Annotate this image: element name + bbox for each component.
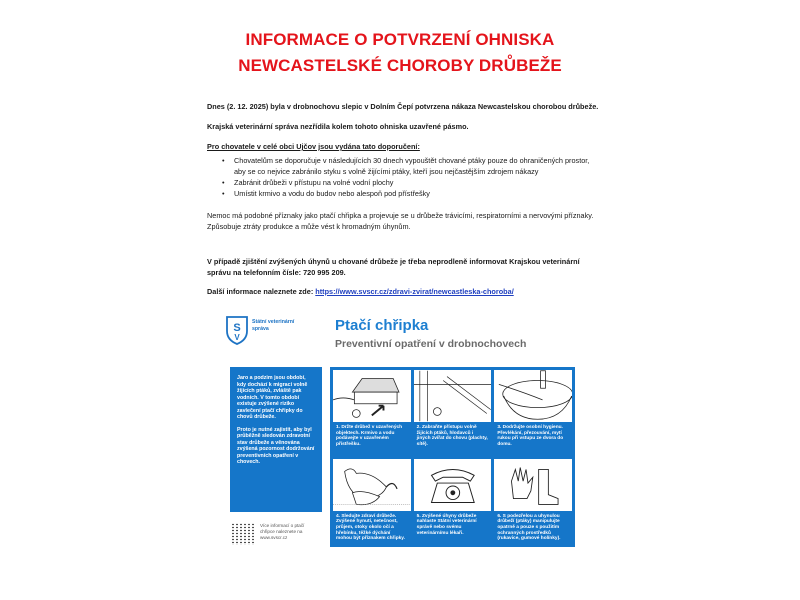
more-info-label: Další informace naleznete zde: xyxy=(207,287,316,296)
measure-caption: 2. Zabraňte přístupu volně žijících ptáků, hlodavců i jiných zvířat do chovu (plachty, sítě). xyxy=(416,425,488,448)
hand-washing-icon xyxy=(494,370,572,422)
sick-chickens-icon xyxy=(333,459,411,511)
bird-flu-poster xyxy=(215,305,585,555)
measure-cell xyxy=(494,459,572,545)
svs-logo xyxy=(225,315,295,345)
measure-caption: 5. Zvýšené úhyny drůbeže nahlaste Státní veterinární správě nebo svému veterinárnímu lékaři. xyxy=(416,513,477,536)
sidebox-text: Jaro a podzim jsou období, kdy dochází k migraci volně žijících ptáků, zvláště pak vodních. V tomto období existuje zvýšené riziko zavlečení ptačí chřipky do chovů drůbeže. xyxy=(237,375,308,420)
poster-subtitle: Preventivní opatření v drobnochovech xyxy=(335,338,527,350)
svg-text:S: S xyxy=(233,322,241,334)
poster-title: Ptačí chřipka xyxy=(335,317,429,334)
measure-caption: 6. S podezřelou a uhynulou drůbeží (ptáky) manipulujte opatrně a pouze s použitím ochranných prostředků (rukavice, gumové holínky). xyxy=(497,513,561,542)
recommendation-item: • Zabránit drůbeži v přístupu na volné vodní plochy xyxy=(222,177,602,188)
sidebox-text: Proto je nutné zajistit, aby byl průběžně sledován zdravotní stav drůbeže a věnována zvýšená pozornost dodržování preventivních opatření v chovech. xyxy=(237,426,315,465)
measure-cell xyxy=(333,370,411,456)
fence-chicken-icon xyxy=(414,370,492,422)
measure-caption: 1. Držte drůbež v uzavřených objektech. Krmivo a vodu podávejte v uzavřeném přístřešku. xyxy=(336,425,403,448)
zone-paragraph: Krajská veterinární správa nezřídila kolem tohoto ohniska uzavřené pásmo. xyxy=(207,122,469,131)
coop-chicken-icon xyxy=(333,370,411,422)
outbreak-paragraph: Dnes (2. 12. 2025) byla v drobnochovu slepic v Dolním Čepí potvrzena nákaza Newcastelskou chorobou drůbeže. xyxy=(207,102,599,111)
gloves-boots-icon xyxy=(494,459,572,511)
telephone-icon xyxy=(414,459,492,511)
logo-text: Státní veterinární správa xyxy=(252,319,295,332)
document-title-line1: INFORMACE O POTVRZENÍ OHNISKA xyxy=(245,30,555,49)
measure-cell xyxy=(333,459,411,545)
report-paragraph: V případě zjištění zvýšených úhynů u chované drůbeže je třeba neprodleně informovat Krajskou veterinární správu na telefonním čísle: 720 995 209. xyxy=(207,257,580,277)
measure-cell xyxy=(494,370,572,456)
measure-caption: 4. Sledujte zdraví drůbeže. Zvýšené hynutí, netečnost, průjem, otoky okolo očí a hřebínku, těžké dýchání mohou být příznakem chřipky. xyxy=(336,513,405,542)
recommendation-item: • Chovatelům se doporučuje v následujících 30 dnech vypouštět chované ptáky pouze do ohraničených prostor, aby se co nejvice zabránilo styku s volně žijícími ptáky, kteří jsou nejčastějším zdrojem nákazy xyxy=(222,155,602,177)
measures-grid xyxy=(330,367,575,547)
shield-icon xyxy=(225,315,249,345)
more-info-link[interactable]: https://www.svscr.cz/zdravi-zvirat/newcastleska-choroba/ xyxy=(315,287,514,296)
svg-text:V: V xyxy=(234,333,240,342)
measure-cell xyxy=(414,459,492,545)
symptoms-paragraph: Nemoc má podobné příznaky jako ptačí chřipka a projevuje se u drůbeže trávicími, respiratorními a nervovými příznaky. Způsobuje ztráty produkce a může vést k hromadným úhynům. xyxy=(207,211,594,231)
document-title-line2: NEWCASTELSKÉ CHOROBY DRŮBEŽE xyxy=(238,56,562,75)
qr-text: Více informací o ptačí chřipce naleznete na www.svscr.cz xyxy=(260,523,305,540)
recommendations-list xyxy=(222,155,602,199)
measure-cell xyxy=(414,370,492,456)
qr-code-icon xyxy=(232,523,254,545)
measure-caption: 3. Dodržujte osobní hygienu. Převlékání, přezouvání, mytí rukou při vstupu ze dvora do domu. xyxy=(497,425,564,448)
more-info-paragraph xyxy=(207,286,602,297)
poster-sidebox xyxy=(230,367,322,512)
recommendation-item: • Umístit krmivo a vodu do budov nebo alespoň pod přístřešky xyxy=(222,188,602,199)
recommendations-heading: Pro chovatele v celé obci Ujčov jsou vydána tato doporučení: xyxy=(207,142,420,151)
